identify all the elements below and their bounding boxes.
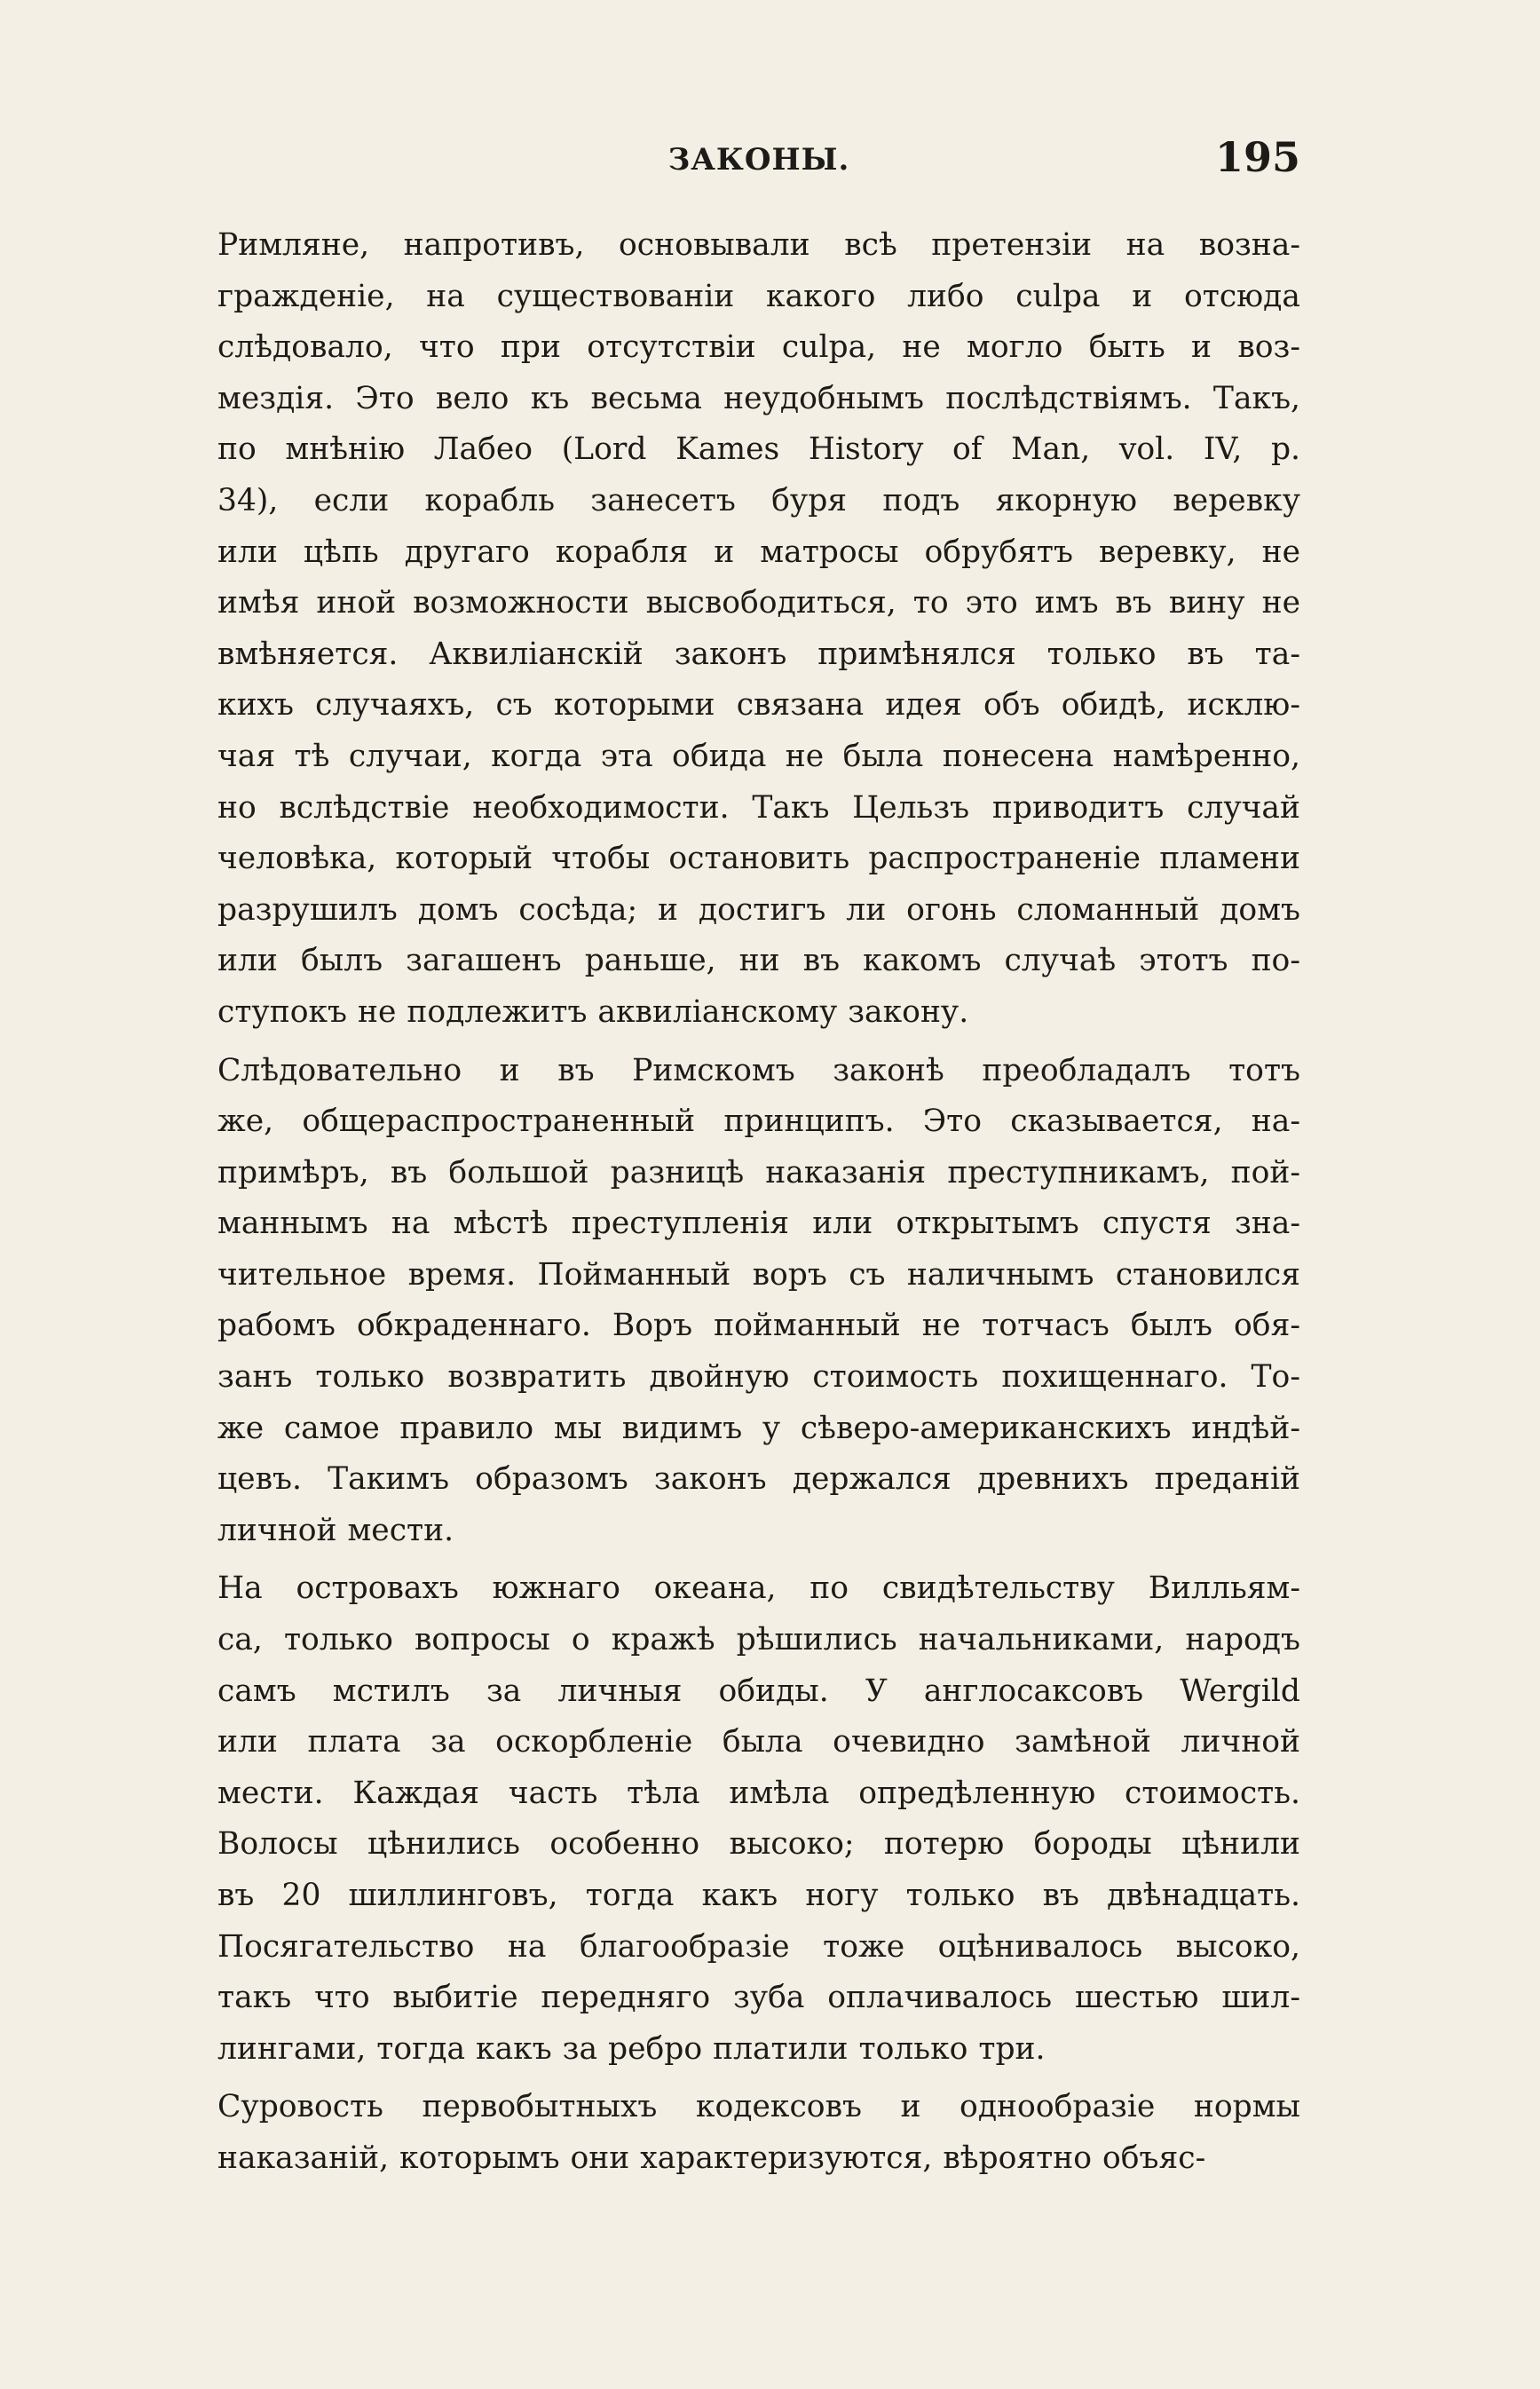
text-line: разрушилъ домъ сосѣда; и достигъ ли огонь сломанный домъ bbox=[217, 891, 1300, 928]
text-line: Римляне, напротивъ, основывали всѣ претензіи на возна- bbox=[217, 227, 1300, 263]
text-line: же, общераспространенный принципъ. Это сказывается, на- bbox=[217, 1104, 1300, 1140]
text-line: са, только вопросы о кражѣ рѣшились начальниками, народъ bbox=[217, 1622, 1300, 1658]
text-line: цевъ. Такимъ образомъ законъ держался древнихъ преданій bbox=[217, 1461, 1300, 1498]
text-line: Суровость первобытныхъ кодексовъ и однообразіе нормы bbox=[217, 2089, 1300, 2125]
text-line: чая тѣ случаи, когда эта обида не была понесена намѣренно, bbox=[217, 738, 1300, 774]
text-line: по мнѣнію Лабео (Lord Kames History of Man, vol. IV, p. bbox=[217, 431, 1300, 468]
page-header bbox=[217, 133, 1300, 186]
text-line: такъ что выбитіе передняго зуба оплачивалось шестью шил- bbox=[217, 1980, 1300, 2016]
text-line: Волосы цѣнились особенно высоко; потерю бороды цѣнили bbox=[217, 1826, 1300, 1863]
text-line: же самое правило мы видимъ у сѣверо-американскихъ индѣй- bbox=[217, 1410, 1300, 1446]
text-line: или плата за оскорбленіе была очевидно замѣной личной bbox=[217, 1724, 1300, 1760]
text-line: наказаній, которымъ они характеризуются, вѣроятно объяс- bbox=[217, 2140, 1206, 2176]
text-line: мездія. Это вело къ весьма неудобнымъ послѣдствіямъ. Такъ, bbox=[217, 380, 1300, 416]
text-line: въ 20 шиллинговъ, тогда какъ ногу только въ двѣнадцать. bbox=[217, 1878, 1300, 1913]
text-line: 34), если корабль занесетъ буря подъ якорную веревку bbox=[217, 482, 1300, 518]
text-line: мести. Каждая часть тѣла имѣла опредѣленную стоимость. bbox=[217, 1775, 1300, 1811]
text-line: гражденіе, на существованіи какого либо culpa и отсюда bbox=[217, 278, 1300, 314]
text-line: маннымъ на мѣстѣ преступленія или открытымъ спустя зна- bbox=[217, 1206, 1300, 1242]
text-line: вмѣняется. Аквиліанскій законъ примѣнялся только въ та- bbox=[217, 636, 1300, 672]
text-line: слѣдовало, что при отсутствіи culpa, не могло быть и воз- bbox=[217, 329, 1300, 366]
text-line: или былъ загашенъ раньше, ни въ какомъ случаѣ этотъ по- bbox=[217, 943, 1300, 979]
text-line: лингами, тогда какъ за ребро платили только три. bbox=[217, 2030, 1046, 2067]
text-line: рабомъ обкраденнаго. Воръ пойманный не тотчасъ былъ обя- bbox=[217, 1308, 1300, 1344]
paragraph bbox=[217, 220, 1300, 1039]
text-line: ступокъ не подлежитъ аквиліанскому закону. bbox=[217, 993, 969, 1030]
text-line: занъ только возвратить двойную стоимость похищеннаго. То- bbox=[217, 1359, 1300, 1396]
text-line: самъ мстилъ за личныя обиды. У англосаксовъ Wergild bbox=[217, 1673, 1300, 1709]
running-title: ЗАКОНЫ. bbox=[667, 142, 850, 178]
text-line: личной мести. bbox=[217, 1512, 454, 1548]
text-line: На островахъ южнаго океана, по свидѣтельству Вилльям- bbox=[217, 1570, 1300, 1607]
text-line: Посягательство на благообразіе тоже оцѣнивалось высоко, bbox=[217, 1928, 1300, 1965]
text-line: или цѣпь другаго корабля и матросы обрубятъ веревку, не bbox=[217, 534, 1300, 570]
paragraph bbox=[217, 2082, 1300, 2184]
text-line: имѣя иной возможности высвободиться, то это имъ въ вину не bbox=[217, 585, 1300, 621]
body-text bbox=[217, 220, 1300, 2192]
paragraph bbox=[217, 1563, 1300, 2075]
text-line: кихъ случаяхъ, съ которыми связана идея объ обидѣ, исклю- bbox=[217, 687, 1300, 724]
paragraph bbox=[217, 1046, 1300, 1557]
text-line: чительное время. Пойманный воръ съ наличнымъ становился bbox=[217, 1256, 1300, 1293]
text-line: Слѣдовательно и въ Римскомъ законѣ преобладалъ тотъ bbox=[217, 1052, 1300, 1088]
text-line: человѣка, который чтобы остановить распространеніе пламени bbox=[217, 841, 1300, 877]
text-line: но вслѣдствіе необходимости. Такъ Цельзъ приводитъ случай bbox=[217, 789, 1300, 826]
page-number: 195 bbox=[1214, 133, 1300, 181]
text-line: примѣръ, въ большой разницѣ наказанія преступникамъ, пой- bbox=[217, 1154, 1300, 1191]
